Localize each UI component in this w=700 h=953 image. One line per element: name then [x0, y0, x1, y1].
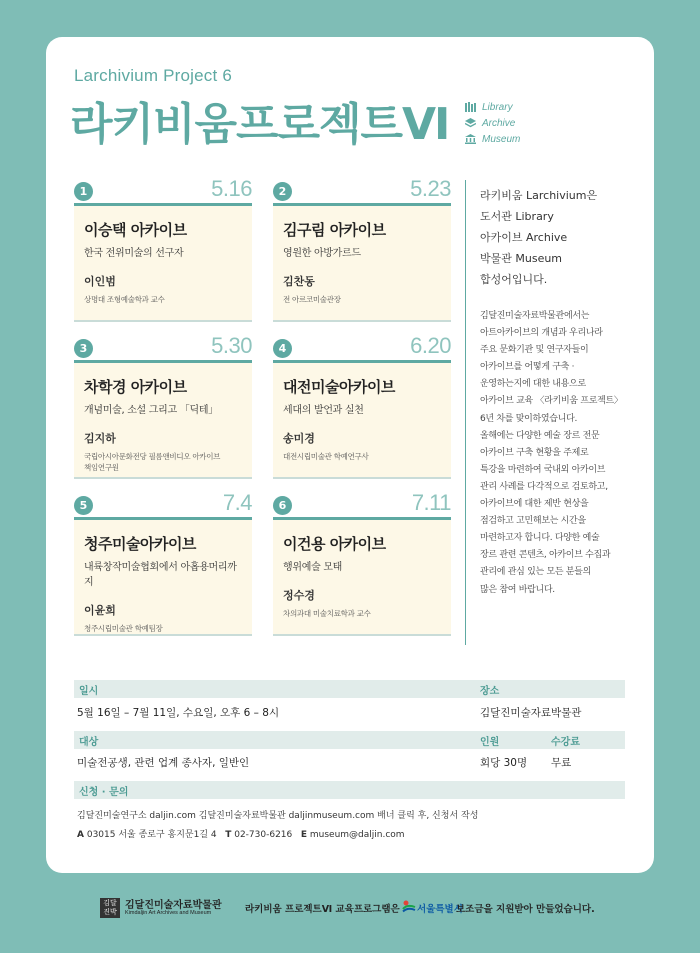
desc-line: 많은 참여 바랍니다. — [480, 584, 555, 595]
event-speaker: 김찬동 — [283, 275, 315, 288]
event-subtitle: 내륙창작미술협회에서 아홉용머리까지 — [84, 562, 237, 588]
address-marker: A — [77, 830, 84, 840]
intro-line: 아카이브 Archive — [480, 231, 568, 244]
event-body — [273, 363, 451, 479]
fee-label: 수강료 — [551, 737, 580, 748]
side-body — [480, 308, 635, 599]
event-card — [74, 176, 252, 322]
event-number: 6 — [273, 496, 292, 515]
event-card — [273, 333, 451, 479]
legend-label: Library — [482, 101, 513, 113]
contact-label: 신청 · 문의 — [79, 787, 129, 798]
info-bar-when — [74, 680, 625, 698]
affiliation-line: 국립아시아문화전당 필름앤비디오 아카이브 — [84, 452, 221, 461]
event-number: 1 — [74, 182, 93, 201]
seoul-label: 서울특별시 — [417, 904, 463, 915]
info-bar-target — [74, 731, 625, 749]
capacity-label: 인원 — [480, 737, 500, 748]
event-number: 5 — [74, 496, 93, 515]
phone: 02-730-6216 — [234, 830, 293, 840]
event-card — [74, 333, 252, 479]
side-intro — [480, 185, 635, 290]
event-body — [273, 520, 451, 636]
desc-line: 김달진미술자료박물관에서는 — [480, 311, 590, 321]
event-date: 7.11 — [411, 490, 451, 515]
event-subtitle: 개념미술, 소설 그리고 「딕테」 — [84, 405, 218, 416]
event-speaker: 이인범 — [84, 275, 116, 288]
event-affiliation: 전 아르코미술관장 — [283, 295, 341, 304]
intro-line: 합성어입니다. — [480, 273, 548, 286]
desc-line: 아카이브에 대한 제반 현상을 — [480, 499, 589, 510]
event-card — [273, 490, 451, 636]
event-number: 4 — [273, 339, 292, 358]
when-label: 일시 — [79, 686, 99, 697]
desc-line: 아카이브 구축 현황을 주제로 — [480, 447, 589, 458]
event-subtitle: 행위예술 모태 — [283, 562, 343, 573]
footer — [0, 896, 700, 920]
intro-line: 라키비움 Larchivium은 — [480, 189, 598, 202]
event-speaker: 정수경 — [283, 589, 315, 602]
museum-logo-english: Kimdaljin Art Archives and Museum — [125, 910, 212, 916]
target-value: 미술전공생, 관련 업계 종사자, 일반인 — [77, 757, 250, 769]
desc-line: 마련하고자 합니다. 다양한 예술 — [480, 533, 600, 544]
event-title: 이건용 아카이브 — [283, 535, 386, 553]
event-affiliation: 청주시립미술관 학예팀장 — [84, 624, 163, 633]
desc-line: 특강을 마련하여 국내외 아카이브 — [480, 464, 606, 475]
museum-icon — [465, 134, 476, 144]
event-date: 7.4 — [222, 490, 252, 515]
title-english: Larchivium Project 6 — [74, 66, 233, 85]
event-subtitle: 세대의 발언과 실천 — [283, 405, 364, 416]
event-number: 2 — [273, 182, 292, 201]
address-line — [77, 827, 405, 840]
museum-logo-name: 김달진미술자료박물관 — [125, 900, 222, 911]
seoul-logo-icon — [402, 899, 416, 913]
email-marker: E — [300, 830, 308, 840]
event-subtitle: 영원한 아방가르드 — [283, 248, 361, 259]
desc-line: 관리 사례를 다각적으로 검토하고, — [480, 481, 608, 492]
email: museum@daljin.com — [309, 830, 405, 840]
event-date: 5.30 — [211, 333, 252, 358]
event-header — [74, 333, 252, 363]
event-body — [74, 206, 252, 322]
capacity-value: 회당 30명 — [480, 757, 528, 769]
desc-line: 아트아카이브의 개념과 우리나라 — [480, 328, 603, 339]
event-card — [74, 490, 252, 636]
event-title: 청주미술아카이브 — [84, 535, 196, 553]
event-title: 차학경 아카이브 — [84, 378, 187, 396]
intro-line: 도서관 Library — [480, 210, 554, 223]
museum-logo-mark: 김달 진박 — [100, 898, 120, 918]
desc-line: 운영하는지에 대한 내용으로 — [480, 379, 586, 390]
where-label: 장소 — [480, 686, 500, 697]
event-card — [273, 176, 451, 322]
desc-line: 아카이브 교육 〈라키비움 프로젝트〉 — [480, 396, 623, 407]
desc-line: 주요 문화기관 및 연구자들이 — [480, 345, 589, 356]
event-header — [74, 490, 252, 520]
event-date: 6.20 — [410, 333, 451, 358]
event-speaker: 이윤희 — [84, 604, 116, 617]
event-title: 김구림 아카이브 — [283, 221, 386, 239]
event-header — [273, 176, 451, 206]
support-text: 보조금을 지원받아 만들었습니다. — [456, 904, 595, 915]
event-header — [273, 490, 451, 520]
event-number: 3 — [74, 339, 93, 358]
phone-marker: T — [225, 830, 232, 840]
event-affiliation: 차의과대 미술치료학과 교수 — [283, 609, 371, 618]
event-speaker: 송미경 — [283, 432, 315, 445]
affiliation-line: 책임연구원 — [84, 463, 119, 472]
event-body — [74, 520, 252, 636]
title-korean: 라키비움프로젝트Ⅵ — [70, 99, 450, 150]
where-value: 김달진미술자료박물관 — [480, 707, 582, 719]
desc-line: 6년 차를 맞이하였습니다. — [480, 413, 578, 424]
desc-line: 점검하고 고민해보는 시간을 — [480, 516, 586, 527]
fee-value: 무료 — [551, 757, 572, 769]
contact-line: 김달진미술연구소 daljin.com 김달진미술자료박물관 daljinmuseum.com 배너 클릭 후, 신청서 작성 — [77, 811, 479, 821]
when-value: 5월 16일 – 7월 11일, 수요일, 오후 6 – 8시 — [77, 707, 280, 719]
event-body — [74, 363, 252, 479]
event-header — [273, 333, 451, 363]
event-date: 5.23 — [410, 176, 451, 201]
desc-line: 관리에 관심 있는 모든 분들의 — [480, 567, 591, 578]
books-icon — [465, 102, 476, 112]
legend-museum — [465, 131, 520, 147]
event-title: 대전미술아카이브 — [283, 378, 395, 396]
address: 03015 서울 종로구 홍지문1길 4 — [86, 830, 217, 840]
event-subtitle: 한국 전위미술의 선구자 — [84, 248, 184, 259]
event-title: 이승택 아카이브 — [84, 221, 187, 239]
event-affiliation: 상명대 조형예술학과 교수 — [84, 295, 165, 304]
target-label: 대상 — [79, 737, 99, 748]
info-bar-contact — [74, 781, 625, 799]
program-text: 라키비움 프로젝트Ⅵ 교육프로그램은 — [245, 904, 400, 915]
event-speaker: 김지하 — [84, 432, 116, 445]
event-affiliation — [84, 451, 242, 473]
event-header — [74, 176, 252, 206]
legend-label: Museum — [482, 133, 521, 145]
desc-line: 장르 관련 콘텐츠, 아카이브 수집과 — [480, 550, 611, 561]
side-description — [465, 180, 635, 645]
legend-archive — [465, 115, 520, 131]
layers-icon — [465, 118, 476, 128]
event-body — [273, 206, 451, 322]
legend — [465, 99, 520, 147]
legend-library — [465, 99, 520, 115]
desc-line: 올해에는 다양한 예술 장르 전문 — [480, 430, 600, 441]
event-date: 5.16 — [211, 176, 252, 201]
intro-line: 박물관 Museum — [480, 252, 563, 265]
desc-line: 아카이브를 어떻게 구축 · — [480, 362, 575, 373]
legend-label: Archive — [482, 117, 516, 129]
event-affiliation: 대전시립미술관 학예연구사 — [283, 452, 369, 461]
